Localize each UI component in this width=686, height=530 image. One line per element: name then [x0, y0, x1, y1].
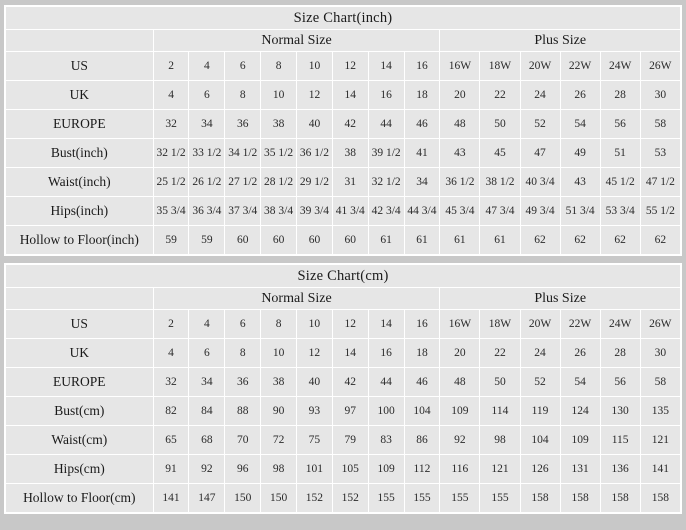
cell: 34 [404, 168, 440, 197]
cell: 8 [225, 81, 261, 110]
cell: 32 [153, 110, 189, 139]
cell: 135 [640, 397, 680, 426]
cell: 46 [404, 368, 440, 397]
cell: 54 [560, 110, 600, 139]
cell: 158 [600, 484, 640, 513]
cell: 8 [261, 52, 297, 81]
cell: 53 3/4 [600, 197, 640, 226]
group-header-normal: Normal Size [153, 30, 440, 52]
table-row [6, 168, 681, 197]
cell: 84 [189, 397, 225, 426]
cell: 4 [153, 81, 189, 110]
cell: 52 [520, 368, 560, 397]
cell: 131 [560, 455, 600, 484]
row-label: Hollow to Floor(inch) [6, 226, 154, 255]
cell: 112 [404, 455, 440, 484]
cell: 61 [368, 226, 404, 255]
table-group-row [6, 30, 681, 52]
cell: 27 1/2 [225, 168, 261, 197]
table-row [6, 397, 681, 426]
cell: 6 [189, 81, 225, 110]
cell: 98 [480, 426, 520, 455]
cell: 12 [332, 310, 368, 339]
row-label: Hips(inch) [6, 197, 154, 226]
corner-blank-cell [6, 288, 154, 310]
cell: 18 [404, 81, 440, 110]
cell: 100 [368, 397, 404, 426]
cell: 20W [520, 52, 560, 81]
cell: 40 [297, 110, 333, 139]
cell: 158 [520, 484, 560, 513]
cell: 34 1/2 [225, 139, 261, 168]
cell: 4 [189, 310, 225, 339]
page-title: Size Chart(cm) [6, 265, 681, 288]
row-label: Hollow to Floor(cm) [6, 484, 154, 513]
size-chart-inch-table [5, 6, 681, 255]
cell: 20W [520, 310, 560, 339]
cell: 59 [153, 226, 189, 255]
cell: 16W [440, 310, 480, 339]
cell: 40 [297, 368, 333, 397]
cell: 30 [640, 81, 680, 110]
cell: 48 [440, 368, 480, 397]
cell: 109 [560, 426, 600, 455]
cell: 16 [368, 339, 404, 368]
cell: 83 [368, 426, 404, 455]
cell: 12 [297, 339, 333, 368]
cell: 37 3/4 [225, 197, 261, 226]
cell: 59 [189, 226, 225, 255]
cell: 155 [368, 484, 404, 513]
cell: 65 [153, 426, 189, 455]
row-label: EUROPE [6, 368, 154, 397]
cell: 20 [440, 339, 480, 368]
cell: 48 [440, 110, 480, 139]
row-label: US [6, 52, 154, 81]
cell: 16W [440, 52, 480, 81]
cell: 70 [225, 426, 261, 455]
cell: 49 [560, 139, 600, 168]
size-chart-cm-table [5, 264, 681, 513]
cell: 24 [520, 339, 560, 368]
cell: 39 3/4 [297, 197, 333, 226]
cell: 24W [600, 52, 640, 81]
cell: 28 [600, 339, 640, 368]
cell: 147 [189, 484, 225, 513]
cell: 93 [297, 397, 333, 426]
cell: 61 [480, 226, 520, 255]
table-title-row [6, 7, 681, 30]
cell: 96 [225, 455, 261, 484]
cell: 152 [297, 484, 333, 513]
cell: 38 [261, 110, 297, 139]
cell: 30 [640, 339, 680, 368]
corner-blank-cell [6, 30, 154, 52]
cell: 34 [189, 368, 225, 397]
cell: 40 3/4 [520, 168, 560, 197]
cell: 38 1/2 [480, 168, 520, 197]
cell: 41 3/4 [332, 197, 368, 226]
cell: 52 [520, 110, 560, 139]
cell: 97 [332, 397, 368, 426]
row-label: UK [6, 339, 154, 368]
table-group-row [6, 288, 681, 310]
group-header-plus: Plus Size [440, 288, 681, 310]
cell: 46 [404, 110, 440, 139]
cell: 4 [189, 52, 225, 81]
cell: 26 [560, 339, 600, 368]
row-label: Waist(cm) [6, 426, 154, 455]
cell: 26 [560, 81, 600, 110]
cell: 36 [225, 110, 261, 139]
cell: 92 [440, 426, 480, 455]
cell: 33 1/2 [189, 139, 225, 168]
cell: 26 1/2 [189, 168, 225, 197]
cell: 18W [480, 310, 520, 339]
cell: 104 [520, 426, 560, 455]
cell: 60 [261, 226, 297, 255]
cell: 101 [297, 455, 333, 484]
cell: 28 1/2 [261, 168, 297, 197]
cell: 90 [261, 397, 297, 426]
cell: 22W [560, 310, 600, 339]
table-title-row [6, 265, 681, 288]
cell: 44 [368, 110, 404, 139]
cell: 12 [297, 81, 333, 110]
cell: 62 [560, 226, 600, 255]
cell: 152 [332, 484, 368, 513]
cell: 22W [560, 52, 600, 81]
cell: 62 [600, 226, 640, 255]
cell: 10 [261, 81, 297, 110]
row-label: Bust(cm) [6, 397, 154, 426]
cell: 50 [480, 368, 520, 397]
cell: 47 1/2 [640, 168, 680, 197]
cell: 51 3/4 [560, 197, 600, 226]
cell: 14 [368, 310, 404, 339]
cell: 115 [600, 426, 640, 455]
cell: 10 [297, 52, 333, 81]
cell: 20 [440, 81, 480, 110]
cell: 158 [640, 484, 680, 513]
cell: 41 [404, 139, 440, 168]
cell: 104 [404, 397, 440, 426]
cell: 58 [640, 110, 680, 139]
cell: 86 [404, 426, 440, 455]
cell: 51 [600, 139, 640, 168]
cell: 36 1/2 [440, 168, 480, 197]
table-row [6, 197, 681, 226]
table-row [6, 426, 681, 455]
cell: 42 [332, 368, 368, 397]
table-row [6, 455, 681, 484]
cell: 109 [368, 455, 404, 484]
cell: 22 [480, 339, 520, 368]
cell: 16 [404, 52, 440, 81]
cell: 39 1/2 [368, 139, 404, 168]
cell: 150 [261, 484, 297, 513]
group-header-plus: Plus Size [440, 30, 681, 52]
cell: 109 [440, 397, 480, 426]
cell: 54 [560, 368, 600, 397]
cell: 35 3/4 [153, 197, 189, 226]
table-row [6, 226, 681, 255]
cell: 88 [225, 397, 261, 426]
cell: 10 [297, 310, 333, 339]
cell: 45 3/4 [440, 197, 480, 226]
cell: 18W [480, 52, 520, 81]
cell: 38 [332, 139, 368, 168]
cell: 136 [600, 455, 640, 484]
cell: 38 [261, 368, 297, 397]
cell: 75 [297, 426, 333, 455]
cell: 16 [368, 81, 404, 110]
cell: 43 [560, 168, 600, 197]
cell: 50 [480, 110, 520, 139]
cell: 22 [480, 81, 520, 110]
table-row [6, 110, 681, 139]
cell: 36 1/2 [297, 139, 333, 168]
cell: 155 [440, 484, 480, 513]
cell: 6 [189, 339, 225, 368]
group-header-normal: Normal Size [153, 288, 440, 310]
cell: 56 [600, 368, 640, 397]
cell: 56 [600, 110, 640, 139]
cell: 14 [332, 81, 368, 110]
size-chart-inch [4, 5, 682, 256]
cell: 25 1/2 [153, 168, 189, 197]
cell: 8 [261, 310, 297, 339]
cell: 68 [189, 426, 225, 455]
cell: 2 [153, 52, 189, 81]
cell: 124 [560, 397, 600, 426]
cell: 60 [297, 226, 333, 255]
table-row [6, 81, 681, 110]
cell: 36 [225, 368, 261, 397]
table-row [6, 310, 681, 339]
cell: 42 [332, 110, 368, 139]
row-label: Waist(inch) [6, 168, 154, 197]
cell: 119 [520, 397, 560, 426]
cell: 32 1/2 [368, 168, 404, 197]
cell: 42 3/4 [368, 197, 404, 226]
cell: 6 [225, 52, 261, 81]
cell: 155 [404, 484, 440, 513]
cell: 45 1/2 [600, 168, 640, 197]
cell: 61 [404, 226, 440, 255]
row-label: US [6, 310, 154, 339]
cell: 29 1/2 [297, 168, 333, 197]
row-label: UK [6, 81, 154, 110]
cell: 6 [225, 310, 261, 339]
cell: 150 [225, 484, 261, 513]
cell: 28 [600, 81, 640, 110]
row-label: EUROPE [6, 110, 154, 139]
cell: 155 [480, 484, 520, 513]
cell: 32 [153, 368, 189, 397]
cell: 26W [640, 310, 680, 339]
cell: 53 [640, 139, 680, 168]
cell: 8 [225, 339, 261, 368]
page-title: Size Chart(inch) [6, 7, 681, 30]
cell: 10 [261, 339, 297, 368]
cell: 4 [153, 339, 189, 368]
cell: 82 [153, 397, 189, 426]
cell: 158 [560, 484, 600, 513]
cell: 18 [404, 339, 440, 368]
cell: 60 [332, 226, 368, 255]
cell: 98 [261, 455, 297, 484]
cell: 47 [520, 139, 560, 168]
cell: 105 [332, 455, 368, 484]
cell: 12 [332, 52, 368, 81]
cell: 79 [332, 426, 368, 455]
cell: 36 3/4 [189, 197, 225, 226]
cell: 32 1/2 [153, 139, 189, 168]
cell: 34 [189, 110, 225, 139]
cell: 2 [153, 310, 189, 339]
cell: 58 [640, 368, 680, 397]
cell: 45 [480, 139, 520, 168]
cell: 141 [640, 455, 680, 484]
row-label: Hips(cm) [6, 455, 154, 484]
cell: 126 [520, 455, 560, 484]
table-row [6, 52, 681, 81]
cell: 61 [440, 226, 480, 255]
table-row [6, 484, 681, 513]
cell: 16 [404, 310, 440, 339]
table-row [6, 368, 681, 397]
cell: 92 [189, 455, 225, 484]
cell: 141 [153, 484, 189, 513]
cell: 44 [368, 368, 404, 397]
cell: 121 [640, 426, 680, 455]
cell: 38 3/4 [261, 197, 297, 226]
size-chart-cm [4, 263, 682, 514]
row-label: Bust(inch) [6, 139, 154, 168]
cell: 62 [640, 226, 680, 255]
cell: 91 [153, 455, 189, 484]
cell: 49 3/4 [520, 197, 560, 226]
cell: 24 [520, 81, 560, 110]
cell: 26W [640, 52, 680, 81]
cell: 116 [440, 455, 480, 484]
table-row [6, 339, 681, 368]
cell: 47 3/4 [480, 197, 520, 226]
cell: 14 [368, 52, 404, 81]
cell: 130 [600, 397, 640, 426]
cell: 44 3/4 [404, 197, 440, 226]
cell: 62 [520, 226, 560, 255]
cell: 121 [480, 455, 520, 484]
cell: 60 [225, 226, 261, 255]
cell: 72 [261, 426, 297, 455]
cell: 43 [440, 139, 480, 168]
cell: 31 [332, 168, 368, 197]
cell: 114 [480, 397, 520, 426]
cell: 14 [332, 339, 368, 368]
cell: 35 1/2 [261, 139, 297, 168]
cell: 55 1/2 [640, 197, 680, 226]
cell: 24W [600, 310, 640, 339]
table-row [6, 139, 681, 168]
